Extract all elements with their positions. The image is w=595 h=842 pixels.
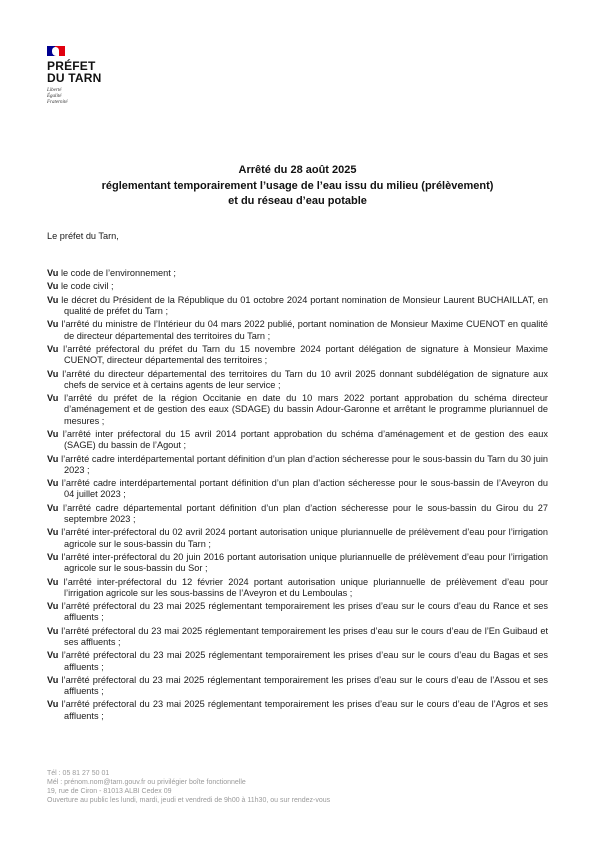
prefecture-name-line1: PRÉFET xyxy=(47,59,96,73)
visa-text: l’arrêté inter-préfectoral du 20 juin 2016 portant autorisation unique pluriannuelle de prélèvement d’eau pour l’irrigation agricole sur le sous-bassin du Sor ; xyxy=(58,551,548,574)
visa-vu-label: Vu xyxy=(47,281,59,292)
visa-item xyxy=(47,393,548,427)
visa-item xyxy=(47,478,548,500)
visa-item xyxy=(47,369,548,391)
visa-vu-label: Vu xyxy=(47,343,59,354)
footer-address: 19, rue de Ciron - 81013 ALBI Cedex 09 xyxy=(47,788,172,795)
visa-text: l’arrêté cadre interdépartemental portant définition d’un plan d’action sécheresse pour le sous-bassin du Tarn du 30 juin 2023 ; xyxy=(58,453,548,475)
visa-text: l’arrêté préfectoral du 23 mai 2025 réglementant temporairement les prises d’eau sur le cours d’eau du Bagas et ses affluents ; xyxy=(58,650,548,672)
visa-item xyxy=(47,552,548,574)
visa-vu-label: Vu xyxy=(47,601,59,612)
decree-title xyxy=(40,163,555,210)
visa-text: l’arrêté inter-préfectoral du 02 avril 2024 portant autorisation unique pluriannuelle de prélèvement d’eau pour l’irrigation agricole sur le sous-bassin du Tarn ; xyxy=(58,527,548,549)
visa-item xyxy=(47,650,548,672)
visa-item xyxy=(47,503,548,525)
visa-vu-label: Vu xyxy=(47,294,59,305)
visa-item xyxy=(47,281,548,292)
visa-text: l’arrêté cadre départemental portant définition d’un plan d’action sécheresse pour le sous-bassin du Girou du 27 septembre 2023 ; xyxy=(58,502,548,524)
visa-text: l’arrêté préfectoral du 23 mai 2025 réglementant temporairement les prises d’eau sur le cours d’eau de l’Agros et ses affluents ; xyxy=(58,699,548,721)
motto-fraternite: Fraternité xyxy=(47,100,68,105)
prefecture-logo xyxy=(47,46,127,106)
visa-item xyxy=(47,577,548,599)
visa-text: l’arrêté préfectoral du 23 mai 2025 réglementant temporairement les prises d’eau sur le cours d’eau du Rance et ses affluents ; xyxy=(58,601,548,623)
visa-text: l’arrêté du préfet de la région Occitanie en date du 10 mars 2022 portant approbation du schéma directeur d’aménagement et de gestion des eaux (SDAGE) du bassin Adour-Garonne et arrêtant le programme pluriannuel de mesures ; xyxy=(58,393,548,426)
republic-motto xyxy=(47,88,127,106)
footer-email: Mél : prénom.nom@tarn.gouv.fr ou privilégier boîte fonctionnelle xyxy=(47,779,246,786)
visa-vu-label: Vu xyxy=(47,453,59,464)
decree-title-line1: Arrêté du 28 août 2025 xyxy=(238,164,357,176)
intro-text: Le préfet du Tarn, xyxy=(47,231,119,241)
visa-vu-label: Vu xyxy=(47,551,59,562)
visa-vu-label: Vu xyxy=(47,502,59,513)
visa-vu-label: Vu xyxy=(47,625,59,636)
motto-egalite: Égalité xyxy=(47,94,62,99)
visa-text: le code de l’environnement ; xyxy=(58,268,176,278)
prefecture-name-line2: DU TARN xyxy=(47,71,102,85)
visa-text: l’arrêté préfectoral du 23 mai 2025 réglementant temporairement les prises d’eau sur le cours d’eau de l’En Guibaud et ses affluents ; xyxy=(58,625,548,647)
visa-item xyxy=(47,675,548,697)
visa-vu-label: Vu xyxy=(47,674,59,685)
visas-list xyxy=(47,268,548,724)
visa-vu-label: Vu xyxy=(47,393,59,404)
visa-text: l’arrêté du directeur départemental des territoires du Tarn du 10 avril 2025 donnant subdélégation de signature aux chefs de service et à certains agents de leur service ; xyxy=(58,368,548,390)
motto-liberte: Liberté xyxy=(47,88,62,93)
visa-item xyxy=(47,319,548,341)
visa-item xyxy=(47,527,548,549)
visa-text: l’arrêté cadre interdépartemental portant définition d’un plan d’action sécheresse pour le sous-bassin de l’Aveyron du 04 juillet 2023 ; xyxy=(58,478,548,500)
footer-hours: Ouverture au public les lundi, mardi, jeudi et vendredi de 9h00 à 11h30, ou sur rendez-vous xyxy=(47,797,331,804)
visa-item xyxy=(47,601,548,623)
visa-item xyxy=(47,268,548,279)
decree-title-line3: et du réseau d’eau potable xyxy=(228,195,367,207)
visa-item xyxy=(47,344,548,366)
visa-vu-label: Vu xyxy=(47,527,59,538)
decree-title-line2: réglementant temporairement l’usage de l’eau issu du milieu (prélèvement) xyxy=(101,179,494,192)
visa-vu-label: Vu xyxy=(47,268,59,278)
visa-item xyxy=(47,429,548,451)
visa-vu-label: Vu xyxy=(47,650,59,661)
visa-text: l’arrêté inter-préfectoral du 12 février 2024 portant autorisation unique pluriannuelle de prélèvement d’eau pour l’irrigation agricole sur les sous-bassins de l’Aveyron et du Lemboulas ; xyxy=(58,576,548,598)
footer-phone: Tél : 05 81 27 50 01 xyxy=(47,770,110,777)
visa-text: le décret du Président de la République du 01 octobre 2024 portant nomination de Monsieur Laurent BUCHAILLAT, en qualité de préfet du Tarn ; xyxy=(58,294,548,316)
visa-vu-label: Vu xyxy=(47,368,59,379)
visa-item xyxy=(47,626,548,648)
visa-text: l’arrêté préfectoral du préfet du Tarn du 15 novembre 2024 portant délégation de signature à Monsieur Maxime CUENOT, directeur départemental des territoires ; xyxy=(58,343,548,366)
visa-vu-label: Vu xyxy=(47,428,59,439)
visa-vu-label: Vu xyxy=(47,576,59,587)
visa-item xyxy=(47,454,548,476)
footer-contact xyxy=(47,769,330,805)
visa-text: l’arrêté préfectoral du 23 mai 2025 réglementant temporairement les prises d’eau sur le cours d’eau de l’Assou et ses affluents ; xyxy=(58,674,548,697)
visa-item xyxy=(47,699,548,721)
visa-vu-label: Vu xyxy=(47,478,59,489)
visa-text: l’arrêté du ministre de l’Intérieur du 04 mars 2022 publié, portant nomination de Monsieur Maxime CUENOT en qualité de directeur départemental des territoires du Tarn ; xyxy=(58,319,548,341)
marianne-flag-icon xyxy=(47,46,65,56)
visa-vu-label: Vu xyxy=(47,319,59,330)
visa-vu-label: Vu xyxy=(47,699,59,710)
visa-text: l’arrêté inter préfectoral du 15 avril 2014 portant approbation du schéma d’aménagement et de gestion des eaux (SAGE) du bassin de l’Agout ; xyxy=(58,428,548,451)
visa-item xyxy=(47,295,548,317)
visa-text: le code civil ; xyxy=(58,281,114,292)
